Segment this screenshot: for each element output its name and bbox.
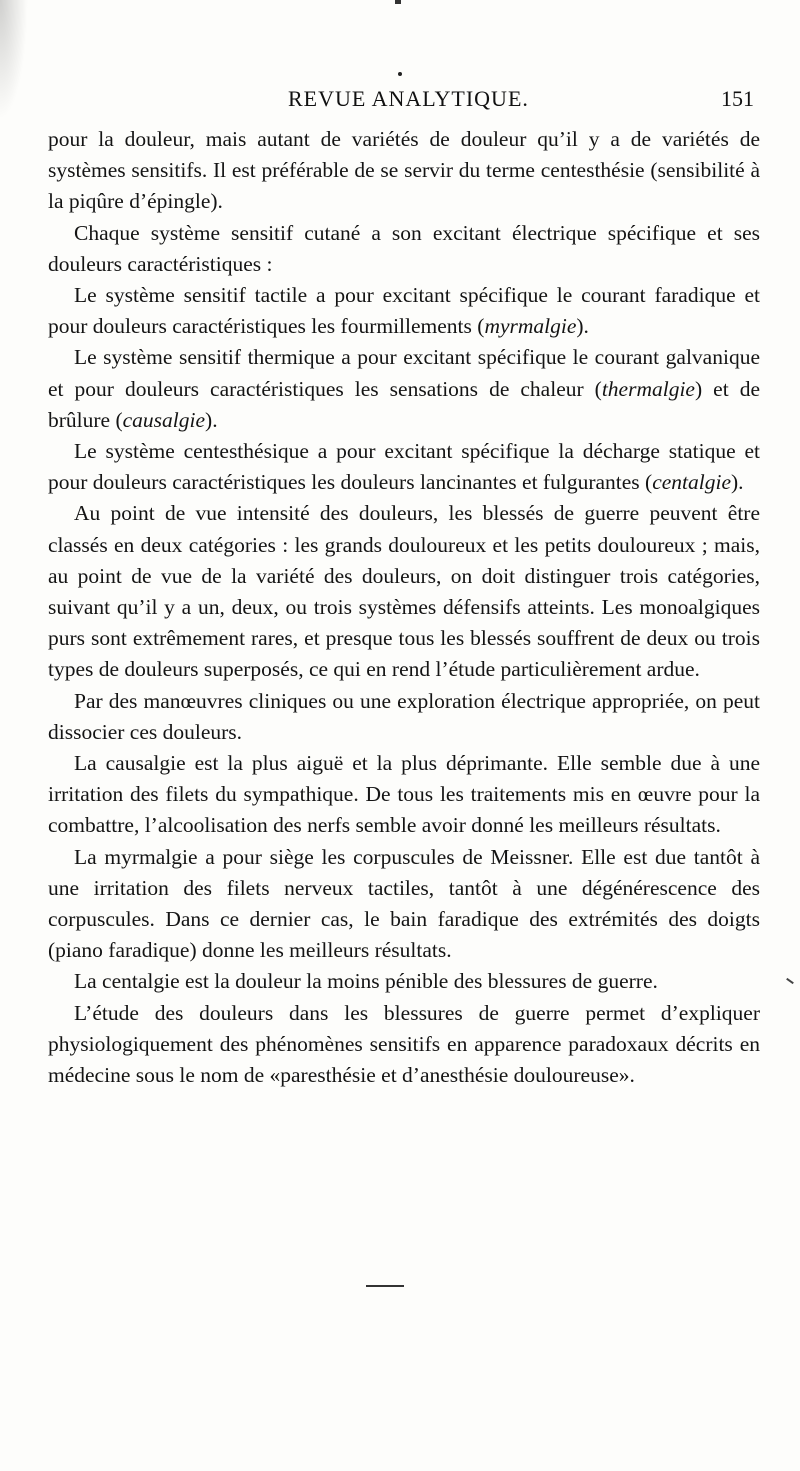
paragraph-text: La myrmalgie a pour siège les corpuscules de Meissner. Elle est due tantôt à une irritation des filets nerveux tactiles, tantôt à une dégénérescence des corpuscules. Dans ce dernier cas, le bain faradique des extrémités des doigts (piano faradique) donne les meilleurs résultats.	[48, 844, 760, 963]
paragraph-text: Au point de vue intensité des douleurs, les blessés de guerre peuvent être classés en deux catégories : les grands douloureux et les petits douloureux ; mais, au point de vue de la variété des douleurs, on doit distinguer trois catégories, suivant qu’il y a un, deux, ou trois systèmes défensifs atteints. Les monoalgiques purs sont extrêmement rares, et presque tous les blessés souffrent de deux ou trois types de douleurs superposés, ce qui en rend l’étude particulièrement ardue.	[48, 501, 760, 682]
paragraph-1	[48, 124, 760, 218]
page-number: 151	[721, 86, 754, 111]
paragraph-text: Le système sensitif tactile a pour excitant spécifique le courant faradique et pour douleurs caractéristiques les fourmillements (	[48, 283, 760, 339]
paragraph-2	[48, 218, 760, 280]
paragraph-8	[48, 748, 760, 842]
paragraph-4	[48, 342, 760, 436]
end-rule	[366, 1285, 404, 1287]
paragraph-9	[48, 842, 760, 967]
paragraph-text: Le système centesthésique a pour excitant spécifique la décharge statique et pour douleurs caractéristiques les douleurs lancinantes et fulgurantes (	[48, 439, 760, 495]
paragraph-text: ).	[576, 314, 589, 339]
paragraph-text: Chaque système sensitif cutané a son excitant électrique spécifique et ses douleurs caractéristiques :	[48, 220, 760, 276]
paragraph-text: ).	[205, 407, 218, 432]
paragraph-text: ) et de brûlure (	[48, 376, 760, 432]
paragraph-6	[48, 498, 760, 685]
paragraph-text: L’étude des douleurs dans les blessures de guerre permet d’expliquer physiologiquement des phénomènes sensitifs en apparence paradoxaux décrits en médecine sous le nom de «paresthésie et d’anesthésie douloureuse».	[48, 1000, 760, 1088]
paragraph-3	[48, 280, 760, 342]
print-mark	[395, 0, 401, 4]
paragraph-5	[48, 436, 760, 498]
term-centalgie: centalgie	[652, 470, 731, 495]
paragraph-11	[48, 998, 760, 1092]
paragraph-text: La centalgie est la douleur la moins pénible des blessures de guerre.	[74, 969, 658, 994]
paragraph-10	[48, 966, 760, 997]
margin-mark	[786, 978, 794, 984]
page-header	[48, 84, 758, 118]
page-edge-shadow	[0, 0, 28, 120]
article-body	[48, 124, 760, 1091]
paragraph-text: Par des manœuvres cliniques ou une exploration électrique appropriée, on peut dissocier ces douleurs.	[48, 688, 760, 744]
paragraph-text: ).	[731, 470, 744, 495]
print-dot	[398, 72, 402, 76]
paragraph-7	[48, 686, 760, 748]
paragraph-text: pour la douleur, mais autant de variétés de douleur qu’il y a de variétés de systèmes sensitifs. Il est préférable de se servir du terme centesthésie (sensibilité à la piqûre d’épingle).	[48, 127, 760, 214]
term-causalgie: causalgie	[122, 407, 206, 432]
term-thermalgie: thermalgie	[601, 376, 695, 401]
paragraph-text: La causalgie est la plus aiguë et la plus déprimante. Elle semble due à une irritation des filets du sympathique. De tous les traitements mis en œuvre pour la combattre, l’alcoolisation des nerfs semble avoir donné les meilleurs résultats.	[48, 751, 760, 838]
term-myrmalgie: myrmalgie	[484, 314, 577, 339]
running-head: REVUE ANALYTIQUE.	[288, 86, 529, 111]
paragraph-text: Le système sensitif thermique a pour excitant spécifique le courant galvanique et pour douleurs caractéristiques les sensations de chaleur (	[48, 345, 760, 401]
